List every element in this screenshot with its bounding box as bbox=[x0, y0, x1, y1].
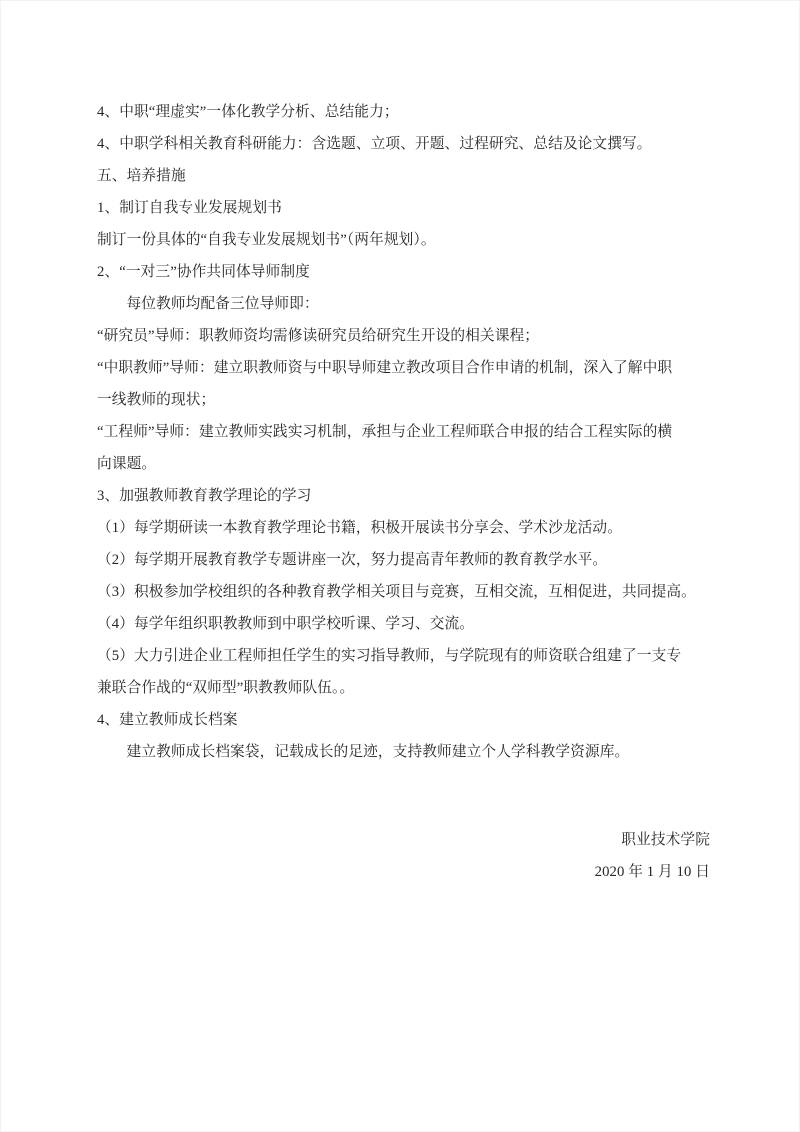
numbered-item: （2）每学期开展教育教学专题讲座一次，努力提高青年教师的教育教学水平。 bbox=[97, 552, 608, 568]
paragraph-line: 兼联合作战的“双师型”职教教师队伍。。 bbox=[97, 680, 355, 696]
list-item-heading: 2、“一对三”协作共同体导师制度 bbox=[97, 264, 310, 280]
list-item-heading: 1、制订自我专业发展规划书 bbox=[97, 200, 282, 216]
numbered-item: （5）大力引进企业工程师担任学生的实习指导教师，与学院现有的师资联合组建了一支专 bbox=[97, 648, 682, 664]
paragraph-line: “工程师”导师：建立教师实践实习机制，承担与企业工程师联合申报的结合工程实际的横 bbox=[97, 424, 673, 440]
paragraph-line: 4、中职学科相关教育科研能力：含选题、立项、开题、过程研究、总结及论文撰写。 bbox=[97, 136, 652, 152]
numbered-item: （1）每学期研读一本教育教学理论书籍，积极开展读书分享会、学术沙龙活动。 bbox=[97, 520, 623, 536]
paragraph-line: “研究员”导师：职教师资均需修读研究员给研究生开设的相关课程； bbox=[97, 328, 540, 344]
paragraph-line: 每位教师均配备三位导师即： bbox=[126, 296, 319, 312]
signature-organization: 职业技术学院 bbox=[621, 832, 710, 848]
signature-block bbox=[97, 824, 710, 888]
paragraph-line: 向课题。 bbox=[97, 456, 157, 472]
paragraph-line: 4、中职“理虚实”一体化教学分析、总结能力； bbox=[97, 104, 399, 120]
paragraph-line: 制订一份具体的“自我专业发展规划书”（两年规划）。 bbox=[97, 232, 436, 248]
numbered-item: （3）积极参加学校组织的各种教育教学相关项目与竞赛，互相交流，互相促进，共同提高。 bbox=[97, 584, 696, 600]
numbered-item: （4）每学年组织职教教师到中职学校听课、学习、交流。 bbox=[97, 616, 475, 632]
section-heading: 五、培养措施 bbox=[97, 168, 186, 184]
paragraph-line: 一线教师的现状； bbox=[97, 392, 216, 408]
paragraph-line: “中职教师”导师：建立职教师资与中职导师建立教改项目合作申请的机制，深入了解中职 bbox=[97, 360, 673, 376]
list-item-heading: 4、建立教师成长档案 bbox=[97, 712, 238, 728]
list-item-heading: 3、加强教师教育教学理论的学习 bbox=[97, 488, 312, 504]
paragraph-line: 建立教师成长档案袋，记载成长的足迹，支持教师建立个人学科教学资源库。 bbox=[126, 744, 630, 760]
signature-date: 2020 年 1 月 10 日 bbox=[594, 864, 710, 880]
